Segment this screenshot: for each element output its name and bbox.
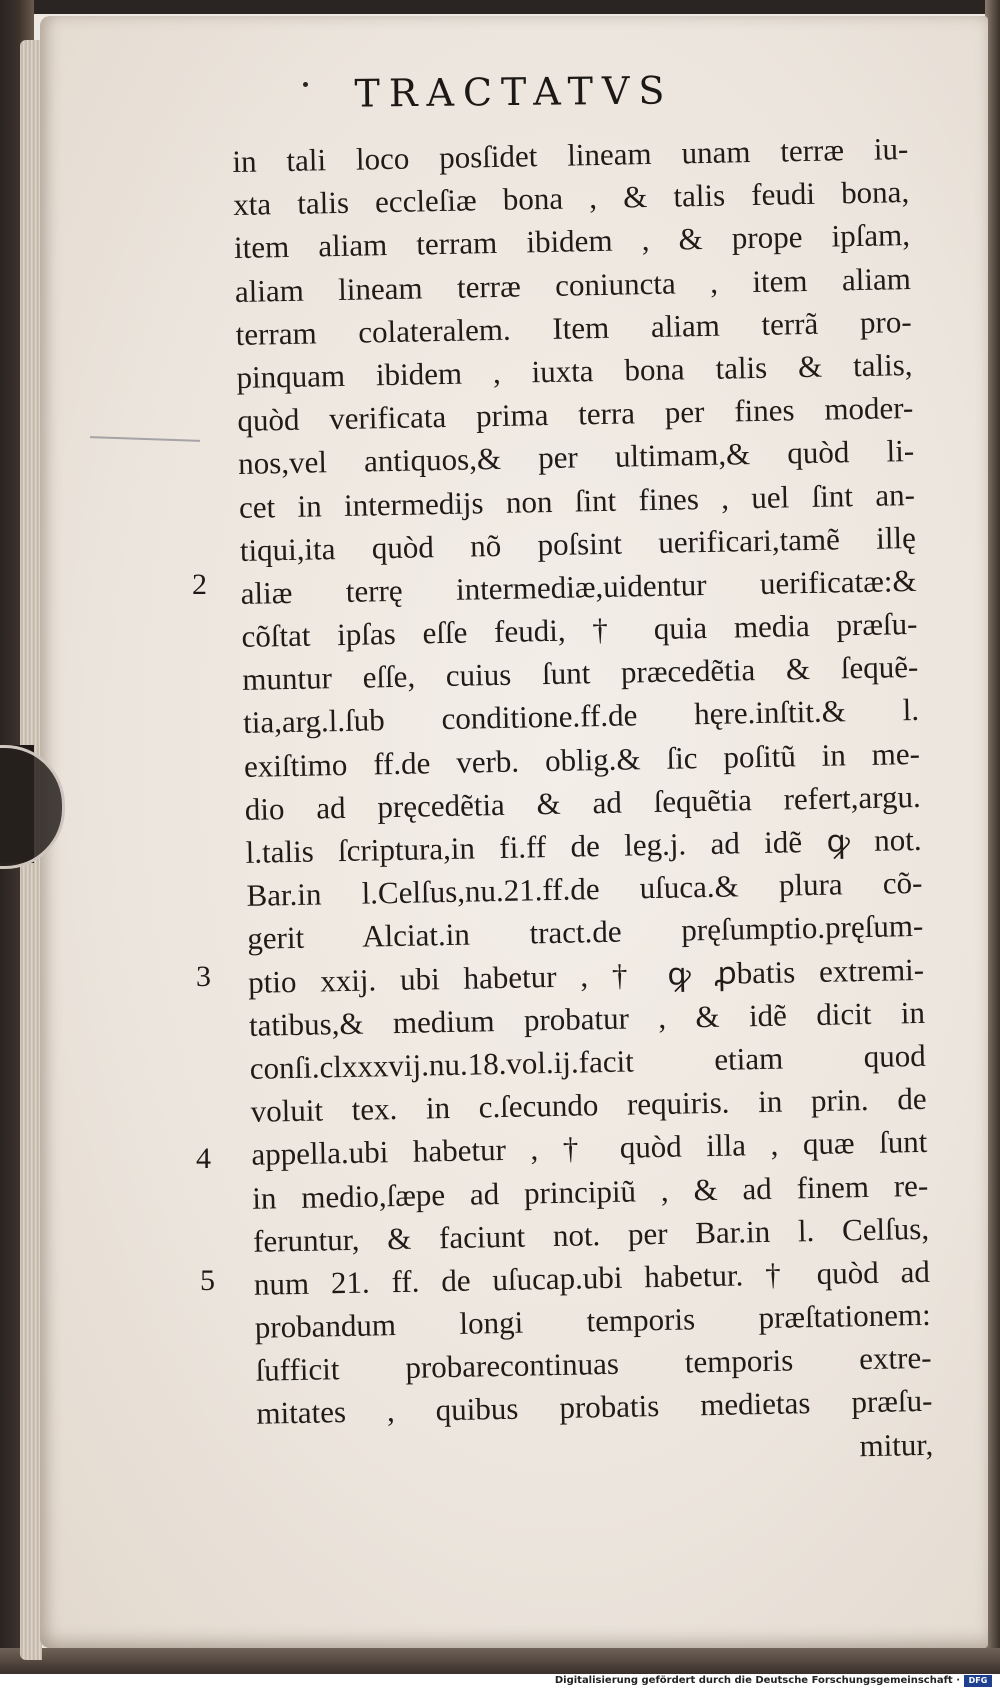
margin-number: 3 bbox=[196, 960, 211, 993]
text-line: Bar.in l.Celſus,nu.21.ff.de uſuca.& plura cõ- bbox=[246, 865, 923, 914]
text-line: conſi.clxxxvij.nu.18.vol.ij.facit etiam quod bbox=[249, 1037, 927, 1086]
text-line: aliæ terrę intermediæ,uidentur uerificatæ:& bbox=[240, 562, 917, 611]
text-line: nos,vel antiquos,& per ultimam,& quòd li- bbox=[237, 433, 915, 482]
text-line: probandum longi temporis præſtationem: bbox=[254, 1296, 932, 1345]
footer-credit: Digitalisierung gefördert durch die Deutsche Forschungsgemeinschaft · bbox=[554, 1675, 960, 1686]
text-line: num 21. ff. de uſucap.ubi habetur. † quòd ad bbox=[253, 1253, 931, 1302]
text-line: tatibus,& medium probatur , & idẽ dicit in bbox=[248, 994, 926, 1043]
running-header: TRACTATVS bbox=[354, 68, 674, 116]
text-line: ptio xxij. ubi habetur , † ꝙ ꝓbatis extremi- bbox=[247, 951, 925, 1000]
margin-number: 4 bbox=[196, 1142, 211, 1175]
text-line: aliam lineam terræ coniuncta , item aliam bbox=[234, 260, 912, 309]
text-line: item aliam terram ibidem , & prope ipſam, bbox=[233, 217, 911, 266]
digitization-footer bbox=[0, 1674, 1000, 1688]
text-line: quòd verificata prima terra per fines moder- bbox=[237, 390, 914, 439]
text-line: tiqui,ita quòd nõ poſsint uerificari,tamẽ illę bbox=[239, 519, 917, 568]
text-line: voluit tex. in c.ſecundo requiris. in prin. de bbox=[250, 1080, 927, 1129]
dfg-logo-icon: DFG bbox=[964, 1675, 992, 1687]
text-line: xta talis eccleſiæ bona , & talis feudi bona, bbox=[232, 174, 910, 223]
text-line: pinquam ibidem , iuxta bona talis & talis, bbox=[236, 346, 913, 395]
text-line: cet in intermedijs non ſint fines , uel ſint an- bbox=[238, 476, 916, 525]
margin-number: 5 bbox=[200, 1264, 215, 1297]
text-line: in tali loco posſidet lineam unam terræ iu- bbox=[232, 131, 909, 179]
text-line: tia,arg.l.ſub conditione.ff.de hęre.inſtit.& l. bbox=[242, 692, 920, 741]
margin-number: 2 bbox=[192, 568, 207, 601]
text-line: cõſtat ipſas eſſe feudi, † quia media præſu- bbox=[241, 605, 918, 654]
text-line: muntur eſſe, cuius ſunt præcedẽtia & ſequẽ- bbox=[242, 649, 919, 698]
text-line: appella.ubi habetur , † quòd illa , quæ ſunt bbox=[251, 1124, 928, 1173]
text-line: ſufficit probarecontinuas temporis extre- bbox=[255, 1340, 932, 1389]
book-cover-top bbox=[0, 0, 1000, 14]
text-line: feruntur, & faciunt not. per Bar.in l. Celſus, bbox=[252, 1210, 930, 1259]
text-line: l.talis ſcriptura,in fi.ff de leg.j. ad idẽ ꝙ not. bbox=[245, 821, 922, 870]
text-line: terram colateralem. Item aliam terrã pro- bbox=[235, 303, 912, 352]
book-cover-bottom bbox=[0, 1648, 1000, 1674]
text-line: exiſtimo ff.de verb. oblig.& ſic poſitũ in me- bbox=[243, 735, 921, 784]
text-line: mitates , quibus probatis medietas præſu- bbox=[256, 1383, 933, 1432]
body-text bbox=[232, 127, 934, 1479]
text-line: in medio,ſæpe ad principiũ , & ad finem re- bbox=[251, 1167, 929, 1216]
text-line: gerit Alciat.in tract.de pręſumptio.pręſum- bbox=[247, 908, 924, 957]
text-line: mitur, bbox=[859, 1426, 934, 1463]
text-line: dio ad pręcedẽtia & ad ſequẽtia refert,argu. bbox=[244, 778, 922, 827]
